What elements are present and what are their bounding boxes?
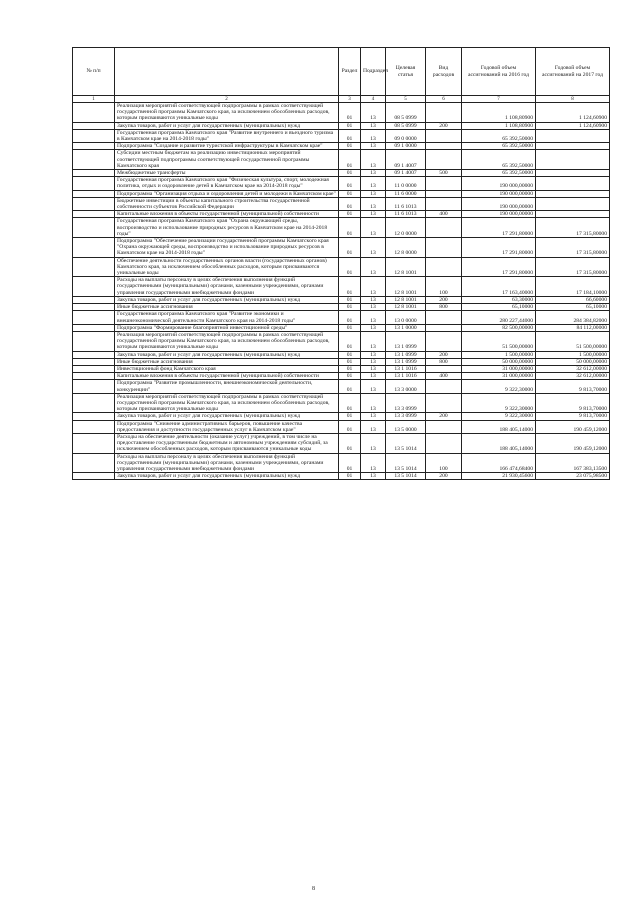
row-num-cell xyxy=(73,380,115,393)
item-name-cell: Подпрограмма "Организация отдыха и оздоровления детей и молодежи в Камчатском крае" xyxy=(115,190,339,197)
target-article-cell: 13 5 1014 xyxy=(386,453,426,473)
podrazdel-cell: 13 xyxy=(361,453,386,473)
item-name-cell: Расходы на обеспечение деятельности (оказание услуг) учреждений, в том числе на предоставление государственным бюджетным и автономным учреждениям субсидий, за исключением обособленных расходов, которым присваиваются уникальные коды xyxy=(115,433,339,453)
target-article-cell: 13 1 0999 xyxy=(386,351,426,358)
razdel-cell: 01 xyxy=(339,277,361,297)
sum-2017-cell: 84 112,00000 xyxy=(536,324,610,331)
razdel-cell: 01 xyxy=(339,218,361,238)
sum-2017-cell: 17 315,80000 xyxy=(536,257,610,277)
table-row xyxy=(73,420,610,433)
podrazdel-cell: 13 xyxy=(361,373,386,380)
target-article-cell: 11 0 0000 xyxy=(386,177,426,190)
expense-type-cell xyxy=(426,177,462,190)
sum-2016-cell: 190 000,00000 xyxy=(462,177,536,190)
header-expense-type: Вид расходов xyxy=(426,48,462,96)
expense-type-cell: 100 xyxy=(426,453,462,473)
razdel-cell: 01 xyxy=(339,143,361,150)
podrazdel-cell: 13 xyxy=(361,473,386,480)
target-article-cell: 12 8 0000 xyxy=(386,238,426,258)
target-article-cell: 11 6 1013 xyxy=(386,211,426,218)
razdel-cell: 01 xyxy=(339,373,361,380)
target-article-cell: 13 5 0000 xyxy=(386,420,426,433)
row-num-cell xyxy=(73,365,115,372)
row-num-cell xyxy=(73,351,115,358)
item-name-cell: Подпрограмма "Формирование благоприятной инвестиционной среды" xyxy=(115,324,339,331)
table-row xyxy=(73,433,610,453)
sum-2017-cell: 66,60000 xyxy=(536,296,610,303)
sum-2016-cell: 65 392,50000 xyxy=(462,170,536,177)
table-row xyxy=(73,122,610,129)
item-name-cell: Подпрограмма "Снижение административных барьеров, повышение качества предоставления и доступности государственных услуг в Камчатском крае" xyxy=(115,420,339,433)
razdel-cell: 01 xyxy=(339,311,361,324)
expense-type-cell xyxy=(426,311,462,324)
target-article-cell: 13 5 1014 xyxy=(386,473,426,480)
expense-type-cell xyxy=(426,420,462,433)
item-name-cell: Бюджетные инвестиции в объекты капитального строительства государственной собственности субъектов Российской Федерации xyxy=(115,197,339,210)
header-razdel: Раздел xyxy=(339,48,361,96)
table-row xyxy=(73,296,610,303)
target-article-cell: 08 5 0999 xyxy=(386,103,426,123)
sum-2017-cell: 190 459,12000 xyxy=(536,433,610,453)
sum-2017-cell xyxy=(536,177,610,190)
podrazdel-cell: 13 xyxy=(361,170,386,177)
razdel-cell: 01 xyxy=(339,150,361,170)
table-row xyxy=(73,358,610,365)
row-num-cell xyxy=(73,177,115,190)
item-name-cell: Иные бюджетные ассигнования xyxy=(115,358,339,365)
row-num-cell xyxy=(73,197,115,210)
row-num-cell xyxy=(73,103,115,123)
razdel-cell: 01 xyxy=(339,296,361,303)
expense-type-cell: 200 xyxy=(426,122,462,129)
podrazdel-cell: 13 xyxy=(361,433,386,453)
target-article-cell: 13 1 1016 xyxy=(386,373,426,380)
item-name-cell: Государственная программа Камчатского края "Развитие экономики и внешнеэкономической деятельности Камчатского края на 2014-2018 годы" xyxy=(115,311,339,324)
item-name-cell: Реализация мероприятий соответствующей подпрограммы в рамках соответствующей государственной программы Камчатского края, за исключением обособленных расходов, которым присваиваются уникальные коды xyxy=(115,331,339,351)
sum-2017-cell: 1 124,60900 xyxy=(536,103,610,123)
table-row xyxy=(73,453,610,473)
item-name-cell: Закупка товаров, работ и услуг для государственных (муниципальных) нужд xyxy=(115,296,339,303)
expense-type-cell: 200 xyxy=(426,351,462,358)
sum-2016-cell: 65 392,50000 xyxy=(462,129,536,142)
item-name-cell: Капитальные вложения в объекты государственной (муниципальной) собственности xyxy=(115,373,339,380)
sum-2017-cell: 17 315,80000 xyxy=(536,218,610,238)
table-row xyxy=(73,277,610,297)
table-row xyxy=(73,143,610,150)
podrazdel-cell: 13 xyxy=(361,238,386,258)
razdel-cell: 01 xyxy=(339,331,361,351)
item-name-cell: Государственная программа Камчатского края "Развитие внутреннего и въездного туризма в Камчатском крае на 2014-2018 годы" xyxy=(115,129,339,142)
podrazdel-cell: 13 xyxy=(361,122,386,129)
razdel-cell: 01 xyxy=(339,190,361,197)
razdel-cell: 01 xyxy=(339,257,361,277)
table-row xyxy=(73,413,610,420)
sum-2017-cell xyxy=(536,211,610,218)
header-sum-2016: Годовой объем ассигнований на 2016 год xyxy=(462,48,536,96)
expense-type-cell: 100 xyxy=(426,277,462,297)
row-num-cell xyxy=(73,311,115,324)
sum-2017-cell xyxy=(536,170,610,177)
sum-2016-cell: 65 392,50000 xyxy=(462,150,536,170)
budget-table xyxy=(72,47,610,480)
sum-2016-cell: 31 000,00000 xyxy=(462,365,536,372)
sum-2016-cell: 166 474,68400 xyxy=(462,453,536,473)
expense-type-cell: 200 xyxy=(426,296,462,303)
item-name-cell: Расходы на выплаты персоналу в целях обеспечения выполнения функций государственными (муниципальными) органами, казенными учреждениями, органами управления государственными внебюджетными фондами xyxy=(115,277,339,297)
target-article-cell: 12 8 1001 xyxy=(386,257,426,277)
sum-2016-cell: 17 163,40000 xyxy=(462,277,536,297)
target-article-cell: 13 3 0999 xyxy=(386,413,426,420)
target-article-cell: 13 1 0999 xyxy=(386,358,426,365)
podrazdel-cell: 13 xyxy=(361,324,386,331)
expense-type-cell xyxy=(426,143,462,150)
target-article-cell: 12 8 1001 xyxy=(386,304,426,311)
podrazdel-cell: 13 xyxy=(361,393,386,413)
podrazdel-cell: 13 xyxy=(361,413,386,420)
sum-2016-cell: 51 500,00000 xyxy=(462,331,536,351)
row-num-cell xyxy=(73,218,115,238)
expense-type-cell: 800 xyxy=(426,358,462,365)
sum-2016-cell: 63,30000 xyxy=(462,296,536,303)
row-num-cell xyxy=(73,296,115,303)
razdel-cell: 01 xyxy=(339,365,361,372)
razdel-cell: 01 xyxy=(339,433,361,453)
table-row xyxy=(73,351,610,358)
expense-type-cell xyxy=(426,331,462,351)
target-article-cell: 13 5 1014 xyxy=(386,433,426,453)
podrazdel-cell: 13 xyxy=(361,365,386,372)
podrazdel-cell: 13 xyxy=(361,331,386,351)
table-row xyxy=(73,380,610,393)
sum-2016-cell: 21 930,45600 xyxy=(462,473,536,480)
item-name-cell: Закупка товаров, работ и услуг для государственных (муниципальных) нужд xyxy=(115,351,339,358)
header-num: № п/п xyxy=(73,48,115,96)
header-name xyxy=(115,48,339,96)
target-article-cell: 12 8 1001 xyxy=(386,277,426,297)
target-article-cell: 11 6 1013 xyxy=(386,197,426,210)
sum-2016-cell: 17 291,80000 xyxy=(462,257,536,277)
sum-2017-cell: 32 612,00000 xyxy=(536,365,610,372)
sum-2017-cell: 17 184,10000 xyxy=(536,277,610,297)
row-num-cell xyxy=(73,473,115,480)
table-row xyxy=(73,473,610,480)
expense-type-cell xyxy=(426,393,462,413)
table-row xyxy=(73,238,610,258)
expense-type-cell xyxy=(426,150,462,170)
expense-type-cell: 400 xyxy=(426,373,462,380)
target-article-cell: 13 0 0000 xyxy=(386,311,426,324)
row-num-cell xyxy=(73,324,115,331)
podrazdel-cell: 13 xyxy=(361,277,386,297)
table-row xyxy=(73,311,610,324)
target-article-cell: 13 3 0999 xyxy=(386,393,426,413)
table-row xyxy=(73,190,610,197)
sum-2017-cell: 23 075,98500 xyxy=(536,473,610,480)
item-name-cell: Реализация мероприятий соответствующей подпрограммы в рамках соответствующей государственной программы Камчатского края, за исключением обособленных расходов, которым присваиваются уникальные коды xyxy=(115,103,339,123)
podrazdel-cell: 13 xyxy=(361,177,386,190)
target-article-cell: 11 6 0000 xyxy=(386,190,426,197)
item-name-cell: Подпрограмма "Развитие промышленности, внешнеэкономической деятельности, конкуренции" xyxy=(115,380,339,393)
sum-2017-cell: 190 459,12000 xyxy=(536,420,610,433)
expense-type-cell: 800 xyxy=(426,304,462,311)
sum-2017-cell xyxy=(536,150,610,170)
sum-2017-cell: 51 500,00000 xyxy=(536,331,610,351)
sum-2016-cell: 65 392,50000 xyxy=(462,143,536,150)
sum-2016-cell: 188 405,14000 xyxy=(462,433,536,453)
sum-2017-cell: 1 124,60900 xyxy=(536,122,610,129)
item-name-cell: Расходы на выплаты персоналу в целях обеспечения выполнения функций государственными (муниципальными) органами, казенными учреждениями, органами управления государственными внебюджетными фондами xyxy=(115,453,339,473)
expense-type-cell xyxy=(426,197,462,210)
sum-2016-cell: 50 000,00000 xyxy=(462,358,536,365)
podrazdel-cell: 13 xyxy=(361,143,386,150)
item-name-cell: Подпрограмма "Обеспечение реализации государственной программы Камчатского края "Охрана окружающей среды, воспроизводство и использование природных ресурсов в Камчатском крае на 2014-2018 годы" xyxy=(115,238,339,258)
sum-2017-cell: 65,10000 xyxy=(536,304,610,311)
podrazdel-cell: 13 xyxy=(361,211,386,218)
item-name-cell: Закупка товаров, работ и услуг для государственных (муниципальных) нужд xyxy=(115,473,339,480)
sum-2017-cell: 284 384,82000 xyxy=(536,311,610,324)
table-row xyxy=(73,324,610,331)
row-num-cell xyxy=(73,413,115,420)
podrazdel-cell: 13 xyxy=(361,197,386,210)
podrazdel-cell: 13 xyxy=(361,129,386,142)
target-article-cell: 13 1 1016 xyxy=(386,365,426,372)
expense-type-cell xyxy=(426,190,462,197)
sum-2017-cell: 9 813,70000 xyxy=(536,393,610,413)
podrazdel-cell: 13 xyxy=(361,190,386,197)
podrazdel-cell: 13 xyxy=(361,218,386,238)
sum-2017-cell xyxy=(536,190,610,197)
podrazdel-cell: 13 xyxy=(361,296,386,303)
row-num-cell xyxy=(73,277,115,297)
sum-2017-cell: 32 612,00000 xyxy=(536,373,610,380)
col-number: 7 xyxy=(462,96,536,103)
razdel-cell: 01 xyxy=(339,324,361,331)
razdel-cell: 01 xyxy=(339,211,361,218)
header-sum-2017: Годовой объем ассигнований на 2017 год xyxy=(536,48,610,96)
table-row xyxy=(73,177,610,190)
row-num-cell xyxy=(73,190,115,197)
expense-type-cell xyxy=(426,103,462,123)
expense-type-cell: 500 xyxy=(426,170,462,177)
sum-2016-cell: 82 500,00000 xyxy=(462,324,536,331)
sum-2016-cell: 1 108,80900 xyxy=(462,122,536,129)
row-num-cell xyxy=(73,358,115,365)
item-name-cell: Закупка товаров, работ и услуг для государственных (муниципальных) нужд xyxy=(115,122,339,129)
podrazdel-cell: 13 xyxy=(361,420,386,433)
row-num-cell xyxy=(73,129,115,142)
table-row xyxy=(73,373,610,380)
expense-type-cell xyxy=(426,365,462,372)
target-article-cell: 08 5 0999 xyxy=(386,122,426,129)
column-number-row xyxy=(73,96,610,103)
razdel-cell: 01 xyxy=(339,122,361,129)
table-row xyxy=(73,197,610,210)
page-number: 8 xyxy=(312,886,315,892)
podrazdel-cell: 13 xyxy=(361,311,386,324)
table-row xyxy=(73,211,610,218)
target-article-cell: 13 3 0000 xyxy=(386,380,426,393)
row-num-cell xyxy=(73,433,115,453)
row-num-cell xyxy=(73,211,115,218)
item-name-cell: Закупка товаров, работ и услуг для государственных (муниципальных) нужд xyxy=(115,413,339,420)
table-row xyxy=(73,170,610,177)
row-num-cell xyxy=(73,331,115,351)
row-num-cell xyxy=(73,238,115,258)
expense-type-cell xyxy=(426,433,462,453)
sum-2016-cell: 65,10000 xyxy=(462,304,536,311)
item-name-cell: Субсидии местным бюджетам на реализацию инвестиционных мероприятий соответствующей подпрограммы соответствующей государственной программы Камчатского края xyxy=(115,150,339,170)
col-number: 8 xyxy=(536,96,610,103)
podrazdel-cell: 13 xyxy=(361,358,386,365)
razdel-cell: 01 xyxy=(339,453,361,473)
expense-type-cell: 200 xyxy=(426,413,462,420)
col-number: 5 xyxy=(386,96,426,103)
table-row xyxy=(73,331,610,351)
row-num-cell xyxy=(73,257,115,277)
razdel-cell: 01 xyxy=(339,380,361,393)
target-article-cell: 09 1 4007 xyxy=(386,150,426,170)
sum-2017-cell xyxy=(536,129,610,142)
podrazdel-cell: 13 xyxy=(361,304,386,311)
sum-2017-cell: 167 383,13500 xyxy=(536,453,610,473)
razdel-cell: 01 xyxy=(339,197,361,210)
row-num-cell xyxy=(73,122,115,129)
table-row xyxy=(73,365,610,372)
sum-2016-cell: 31 000,00000 xyxy=(462,373,536,380)
razdel-cell: 01 xyxy=(339,358,361,365)
razdel-cell: 01 xyxy=(339,304,361,311)
sum-2016-cell: 190 000,00000 xyxy=(462,211,536,218)
row-num-cell xyxy=(73,304,115,311)
col-number: 4 xyxy=(361,96,386,103)
table-row xyxy=(73,257,610,277)
target-article-cell: 12 0 0000 xyxy=(386,218,426,238)
sum-2016-cell: 17 291,80000 xyxy=(462,218,536,238)
item-name-cell: Подпрограмма "Создание и развитие туристской инфраструктуры в Камчатском крае" xyxy=(115,143,339,150)
target-article-cell: 12 8 1001 xyxy=(386,296,426,303)
sum-2017-cell: 9 813,70000 xyxy=(536,380,610,393)
razdel-cell: 01 xyxy=(339,103,361,123)
razdel-cell: 01 xyxy=(339,393,361,413)
razdel-cell: 01 xyxy=(339,177,361,190)
header-target-article: Целевая статья xyxy=(386,48,426,96)
target-article-cell: 09 1 0000 xyxy=(386,143,426,150)
target-article-cell: 09 0 0000 xyxy=(386,129,426,142)
row-num-cell xyxy=(73,393,115,413)
sum-2016-cell: 188 405,14000 xyxy=(462,420,536,433)
sum-2017-cell xyxy=(536,197,610,210)
sum-2017-cell: 50 000,00000 xyxy=(536,358,610,365)
col-number: 6 xyxy=(426,96,462,103)
row-num-cell xyxy=(73,373,115,380)
sum-2016-cell: 280 227,44000 xyxy=(462,311,536,324)
sum-2017-cell: 9 813,70000 xyxy=(536,413,610,420)
expense-type-cell: 200 xyxy=(426,473,462,480)
sum-2016-cell: 1 500,00000 xyxy=(462,351,536,358)
table-row xyxy=(73,304,610,311)
item-name-cell: Межбюджетные трансферты xyxy=(115,170,339,177)
item-name-cell: Обеспечение деятельности государственных органов власти (государственных органов) Камчатского края, за исключением обособленных расходов, которым присваиваются уникальные коды xyxy=(115,257,339,277)
sum-2016-cell: 9 322,30000 xyxy=(462,413,536,420)
item-name-cell: Капитальные вложения в объекты государственной (муниципальной) собственности xyxy=(115,211,339,218)
target-article-cell: 09 1 4007 xyxy=(386,170,426,177)
sum-2016-cell: 9 322,30000 xyxy=(462,393,536,413)
item-name-cell: Реализация мероприятий соответствующей подпрограммы в рамках соответствующей государственной программы Камчатского края, за исключением обособленных расходов, которым присваиваются уникальные коды xyxy=(115,393,339,413)
col-number: 3 xyxy=(339,96,361,103)
razdel-cell: 01 xyxy=(339,413,361,420)
razdel-cell: 01 xyxy=(339,473,361,480)
item-name-cell: Государственная программа Камчатского края "Физическая культура, спорт, молодежная политика, отдых и оздоровление детей в Камчатском крае на 2014-2018 годы" xyxy=(115,177,339,190)
expense-type-cell xyxy=(426,129,462,142)
target-article-cell: 13 1 0000 xyxy=(386,324,426,331)
razdel-cell: 01 xyxy=(339,351,361,358)
col-number: 2 xyxy=(115,96,339,103)
sum-2017-cell xyxy=(536,143,610,150)
row-num-cell xyxy=(73,170,115,177)
sum-2016-cell: 9 322,30000 xyxy=(462,380,536,393)
podrazdel-cell: 13 xyxy=(361,351,386,358)
podrazdel-cell: 13 xyxy=(361,150,386,170)
podrazdel-cell: 13 xyxy=(361,103,386,123)
row-num-cell xyxy=(73,150,115,170)
sum-2017-cell: 1 500,00000 xyxy=(536,351,610,358)
expense-type-cell xyxy=(426,257,462,277)
sum-2016-cell: 1 108,80900 xyxy=(462,103,536,123)
col-number: 1 xyxy=(73,96,115,103)
table-row xyxy=(73,393,610,413)
expense-type-cell xyxy=(426,218,462,238)
target-article-cell: 13 1 0999 xyxy=(386,331,426,351)
item-name-cell: Инвестиционный фонд Камчатского края xyxy=(115,365,339,372)
header-row xyxy=(73,48,610,96)
razdel-cell: 01 xyxy=(339,129,361,142)
razdel-cell: 01 xyxy=(339,238,361,258)
header-podrazdel: Подраздел xyxy=(361,48,386,96)
podrazdel-cell: 13 xyxy=(361,380,386,393)
item-name-cell: Государственная программа Камчатского края "Охрана окружающей среды, воспроизводство и использование природных ресурсов в Камчатском крае на 2014-2018 годы" xyxy=(115,218,339,238)
row-num-cell xyxy=(73,453,115,473)
expense-type-cell: 400 xyxy=(426,211,462,218)
sum-2016-cell: 17 291,80000 xyxy=(462,238,536,258)
table-row xyxy=(73,129,610,142)
razdel-cell: 01 xyxy=(339,420,361,433)
sum-2016-cell: 190 000,00000 xyxy=(462,190,536,197)
table-row xyxy=(73,103,610,123)
sum-2017-cell: 17 315,80000 xyxy=(536,238,610,258)
row-num-cell xyxy=(73,420,115,433)
podrazdel-cell: 13 xyxy=(361,257,386,277)
razdel-cell: 01 xyxy=(339,170,361,177)
sum-2016-cell: 190 000,00000 xyxy=(462,197,536,210)
expense-type-cell xyxy=(426,324,462,331)
table-row xyxy=(73,218,610,238)
row-num-cell xyxy=(73,143,115,150)
expense-type-cell xyxy=(426,238,462,258)
expense-type-cell xyxy=(426,380,462,393)
item-name-cell: Иные бюджетные ассигнования xyxy=(115,304,339,311)
table-row xyxy=(73,150,610,170)
